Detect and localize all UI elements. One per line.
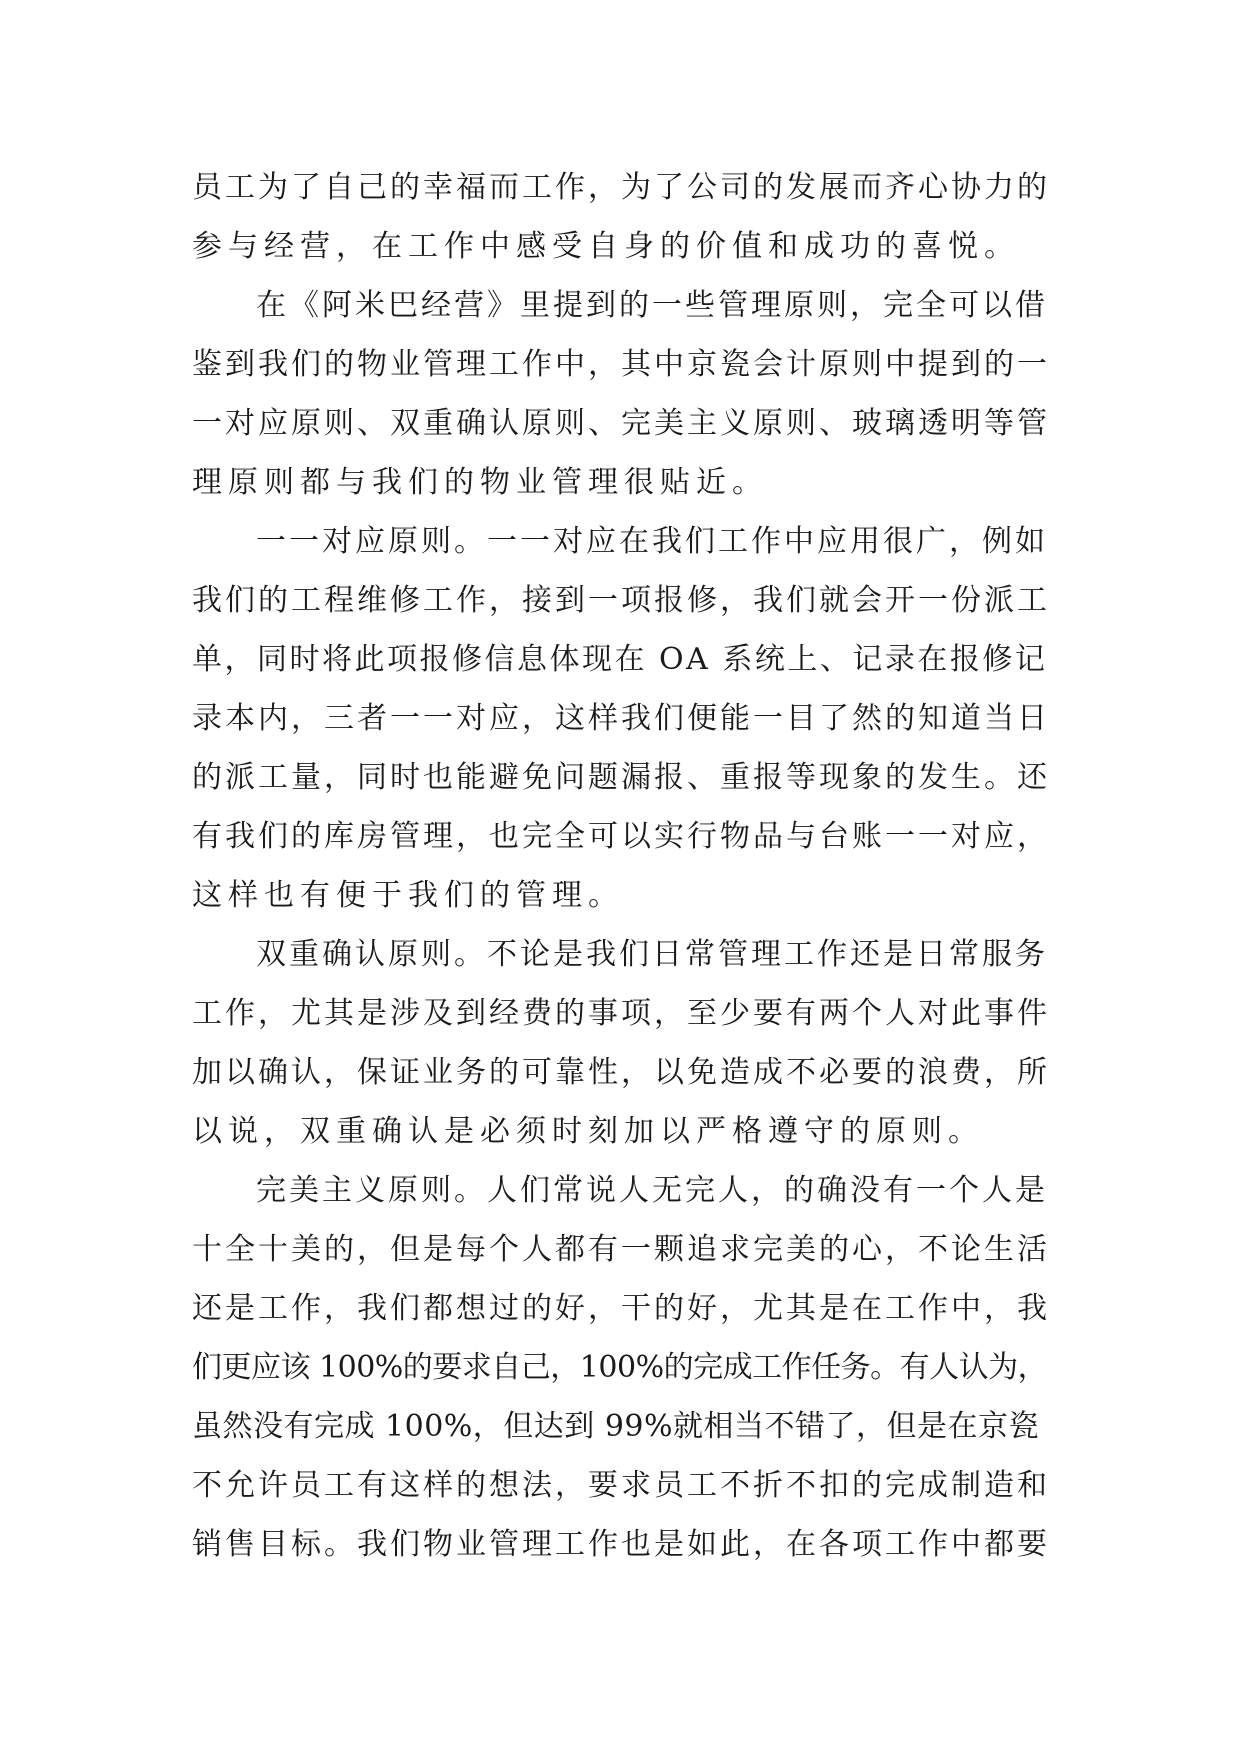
text-line: 鉴到我们的物业管理工作中，其中京瓷会计原则中提到的一 <box>192 347 1050 382</box>
text-line: 不允许员工有这样的想法，要求员工不折不扣的完成制造和 <box>192 1468 1050 1503</box>
text-line: 员工为了自己的幸福而工作，为了公司的发展而齐心协力的 <box>192 170 1050 205</box>
text-line: 虽然没有完成 100%，但达到 99%就相当不错了，但是在京瓷 <box>192 1409 1040 1444</box>
text-line: 理原则都与我们的物业管理很贴近。 <box>192 465 768 500</box>
text-line: 有我们的库房管理，也完全可以实行物品与台账一一对应， <box>192 819 1050 854</box>
text-line: 们更应该 100%的要求自己，100%的完成工作任务。有人认为， <box>192 1350 1048 1385</box>
text-line: 单，同时将此项报修信息体现在 OA 系统上、记录在报修记 <box>192 642 1048 677</box>
paragraph-start-line: 完美主义原则。人们常说人无完人，的确没有一个人是 <box>256 1173 1048 1208</box>
text-line: 以说，双重确认是必须时刻加以严格遵守的原则。 <box>192 1114 984 1149</box>
text-line: 一对应原则、双重确认原则、完美主义原则、玻璃透明等管 <box>192 406 1050 441</box>
paragraph-start-line: 双重确认原则。不论是我们日常管理工作还是日常服务 <box>256 937 1048 972</box>
text-line: 这样也有便于我们的管理。 <box>192 878 624 913</box>
text-line: 销售目标。我们物业管理工作也是如此，在各项工作中都要 <box>192 1527 1050 1562</box>
text-line: 十全十美的，但是每个人都有一颗追求完美的心，不论生活 <box>192 1232 1050 1267</box>
text-line: 加以确认，保证业务的可靠性，以免造成不必要的浪费，所 <box>192 1055 1050 1090</box>
text-line: 录本内，三者一一对应，这样我们便能一目了然的知道当日 <box>192 701 1050 736</box>
text-line: 还是工作，我们都想过的好，干的好，尤其是在工作中，我 <box>192 1291 1050 1326</box>
text-line: 工作，尤其是涉及到经费的事项，至少要有两个人对此事件 <box>192 996 1050 1031</box>
text-line: 参与经营，在工作中感受自身的价值和成功的喜悦。 <box>192 229 1020 264</box>
body-text <box>192 158 1052 1574</box>
text-line: 的派工量，同时也能避免问题漏报、重报等现象的发生。还 <box>192 760 1050 795</box>
paragraph-start-line: 一一对应原则。一一对应在我们工作中应用很广，例如 <box>256 524 1048 559</box>
text-line: 我们的工程维修工作，接到一项报修，我们就会开一份派工 <box>192 583 1050 618</box>
paragraph-start-line: 在《阿米巴经营》里提到的一些管理原则，完全可以借 <box>256 288 1048 323</box>
